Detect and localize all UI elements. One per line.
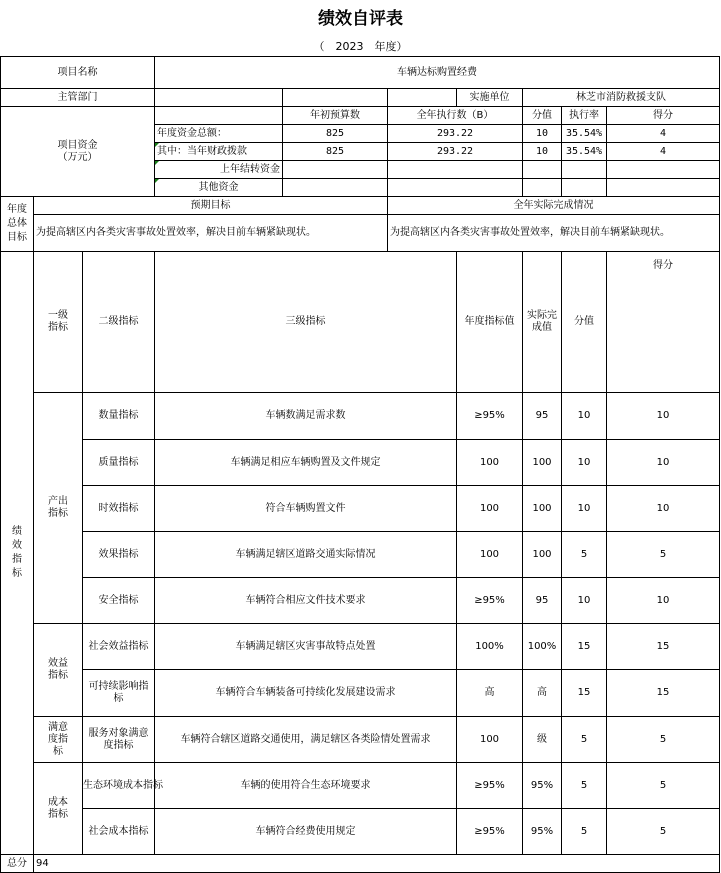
ind-l3: 车辆数满足需求数 [155,393,457,440]
ind-l2: 可持续影响指标 [83,670,155,717]
ind-value: 5 [562,532,607,578]
ind-l3: 车辆满足相应车辆购置及文件规定 [155,440,457,486]
ind-score: 10 [607,486,720,532]
ind-value: 5 [562,717,607,763]
total-value: 94 [34,855,720,873]
funds-row-score-value: 10 [523,143,562,161]
ind-target: ≥95% [457,809,523,855]
funds-row-budget [283,179,388,197]
ind-actual: 高 [523,670,562,717]
ind-score: 15 [607,670,720,717]
ind-l2: 生态环境成本指标 [83,763,155,809]
funds-header-rate: 执行率 [562,107,607,125]
funds-row-rate: 35.54% [562,143,607,161]
ind-target: 高 [457,670,523,717]
ind-header-l2: 二级指标 [83,252,155,393]
ind-l3: 符合车辆购置文件 [155,486,457,532]
ind-header-target: 年度指标值 [457,252,523,393]
ind-value: 10 [562,486,607,532]
funds-row-executed: 293.22 [388,125,523,143]
ind-value: 10 [562,393,607,440]
ind-actual: 级 [523,717,562,763]
ind-actual: 100 [523,486,562,532]
funds-row-score: 4 [607,125,720,143]
ind-target: 100 [457,532,523,578]
funds-header-score-value: 分值 [523,107,562,125]
funds-label: 项目资金 （万元） [1,107,155,197]
ind-level1-benefit: 效益指标 [34,624,83,717]
funds-row-budget: 825 [283,143,388,161]
ind-l2: 社会效益指标 [83,624,155,670]
funds-row-score-value: 10 [523,125,562,143]
ind-level1-satisfaction: 满意度指标 [34,717,83,763]
funds-row-rate [562,161,607,179]
year-line: （ 2023 年度） [313,40,408,53]
ind-actual: 95 [523,578,562,624]
ind-header-l1: 一级指标 [34,252,83,393]
funds-header-executed: 全年执行数（B） [388,107,523,125]
ind-score: 5 [607,809,720,855]
ind-value: 5 [562,763,607,809]
goals-actual-header: 全年实际完成情况 [388,197,720,215]
funds-row-label: 年度资金总额： [155,125,283,143]
ind-l2: 服务对象满意度指标 [83,717,155,763]
ind-l3: 车辆满足辖区灾害事故特点处置 [155,624,457,670]
ind-value: 15 [562,670,607,717]
ind-level1-output: 产出指标 [34,393,83,624]
total-label: 总分 [1,855,34,873]
ind-l2: 效果指标 [83,532,155,578]
ind-l3: 车辆符合相应文件技术要求 [155,578,457,624]
ind-target: ≥95% [457,578,523,624]
ind-l3: 车辆符合经费使用规定 [155,809,457,855]
funds-row-executed: 293.22 [388,143,523,161]
ind-l2: 时效指标 [83,486,155,532]
dept-value [155,89,283,107]
funds-row-label: 其中：当年财政拨款 [155,143,283,161]
ind-target: 100 [457,717,523,763]
goals-expected-header: 预期目标 [34,197,388,215]
dept-empty-2 [388,89,457,107]
ind-target: 100% [457,624,523,670]
ind-level1-cost: 成本指标 [34,763,83,855]
funds-row-label: 上年结转资金 [155,161,283,179]
ind-l2: 社会成本指标 [83,809,155,855]
ind-header-actual: 实际完成值 [523,252,562,393]
project-name-value: 车辆达标购置经费 [155,57,720,89]
ind-target: 100 [457,486,523,532]
ind-actual: 95% [523,763,562,809]
ind-target: 100 [457,440,523,486]
ind-value: 10 [562,578,607,624]
impl-unit-label: 实施单位 [457,89,523,107]
goals-expected-text: 为提高辖区内各类灾害事故处置效率，解决目前车辆紧缺现状。 [34,215,388,252]
ind-actual: 100 [523,532,562,578]
funds-row-score [607,161,720,179]
funds-row-score [607,179,720,197]
ind-actual: 95% [523,809,562,855]
funds-row-score-value [523,179,562,197]
indicators-side-label: 绩效指标 [1,252,34,855]
funds-row-rate: 35.54% [562,125,607,143]
ind-header-score: 得分 [607,252,720,393]
ind-header-value: 分值 [562,252,607,393]
ind-score: 5 [607,763,720,809]
funds-row-score: 4 [607,143,720,161]
ind-actual: 100 [523,440,562,486]
project-name-label: 项目名称 [1,57,155,89]
ind-score: 10 [607,393,720,440]
ind-l2: 安全指标 [83,578,155,624]
ind-value: 5 [562,809,607,855]
ind-actual: 95 [523,393,562,440]
funds-header-score: 得分 [607,107,720,125]
funds-row-executed [388,161,523,179]
ind-score: 5 [607,717,720,763]
funds-row-rate [562,179,607,197]
ind-l2: 质量指标 [83,440,155,486]
ind-value: 15 [562,624,607,670]
funds-header-budget: 年初预算数 [283,107,388,125]
ind-score: 15 [607,624,720,670]
ind-value: 10 [562,440,607,486]
page-title: 绩效自评表 [318,9,403,29]
funds-row-budget [283,161,388,179]
impl-unit-value: 林芝市消防救援支队 [523,89,720,107]
funds-header-blank [155,107,283,125]
ind-target: ≥95% [457,393,523,440]
ind-score: 10 [607,440,720,486]
ind-target: ≥95% [457,763,523,809]
funds-row-score-value [523,161,562,179]
goals-side-label: 年度总体目标 [1,197,34,252]
ind-actual: 100% [523,624,562,670]
ind-l3: 车辆符合车辆装备可持续化发展建设需求 [155,670,457,717]
funds-row-budget: 825 [283,125,388,143]
ind-score: 5 [607,532,720,578]
dept-label: 主管部门 [1,89,155,107]
ind-header-l3: 三级指标 [155,252,457,393]
evaluation-table [0,56,720,873]
goals-actual-text: 为提高辖区内各类灾害事故处置效率，解决目前车辆紧缺现状。 [388,215,720,252]
ind-score: 10 [607,578,720,624]
ind-l3: 车辆满足辖区道路交通实际情况 [155,532,457,578]
ind-l3: 车辆的使用符合生态环境要求 [155,763,457,809]
funds-row-executed [388,179,523,197]
funds-row-label: 其他资金 [155,179,283,197]
ind-l3: 车辆符合辖区道路交通使用，满足辖区各类险情处置需求 [155,717,457,763]
dept-empty [283,89,388,107]
ind-l2: 数量指标 [83,393,155,440]
